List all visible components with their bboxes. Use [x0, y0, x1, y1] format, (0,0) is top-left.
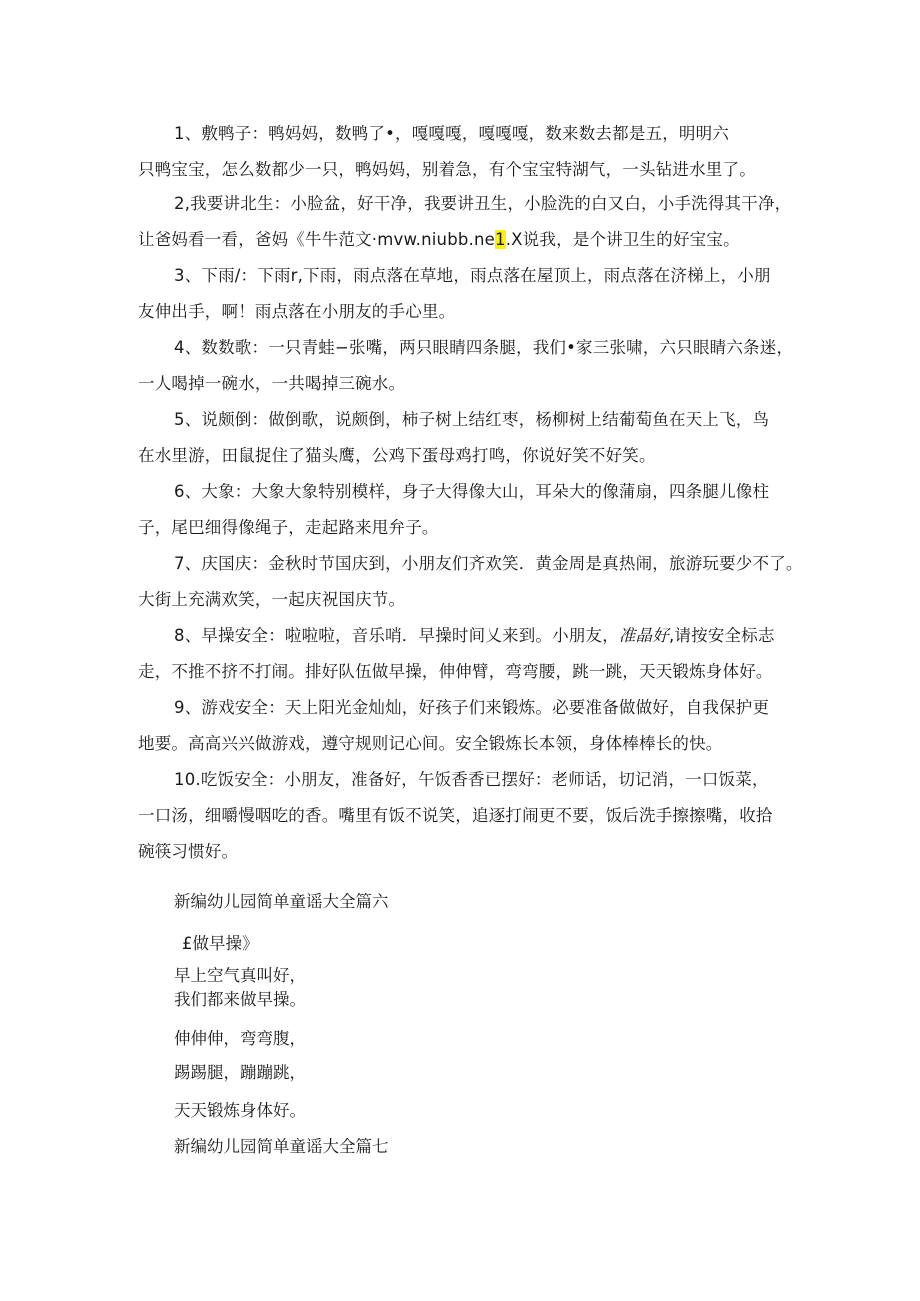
- paragraph-line: 子，尾巴细得像绳子，走起路来甩弁子。: [138, 518, 439, 537]
- paragraph-8: [138, 618, 788, 690]
- text-run: ,请按安全标志: [669, 626, 775, 645]
- poem-title: £做早操》: [182, 934, 259, 953]
- poem-line: 天天锻炼身体好。: [174, 1101, 306, 1120]
- paragraph-line: 一人喝掉一碗水，一共喝掉三碗水。: [138, 374, 406, 393]
- text-run: 8、早操安全：啦啦啦，音乐哨．早操时间乂来到。小朋友，: [174, 626, 619, 645]
- text-run: .X说我，是个讲卫生的好宝宝。: [505, 230, 740, 249]
- paragraph-line: 7、庆国庆：金秋时节国庆到，小朋友们齐欢笑．黄金周是真热闹，旅游玩要少不了。: [174, 554, 803, 573]
- paragraph-line: 一口汤，细嚼慢咽吃的香。嘴里有饭不说笑，追逐打闹更不要，饭后洗手擦擦嘴，收拾: [138, 806, 773, 825]
- section-7-title: 新编幼儿园简单童谣大全篇七: [174, 1137, 389, 1156]
- paragraph-line: 在水里游，田鼠捉住了猫头鹰，公鸡下蛋母鸡打鸣，你说好笑不好笑。: [138, 446, 656, 465]
- paragraph-line: 4、数数歌：一只青蛙−张嘴，两只眼睛四条腿，我们•家三张啸，六只眼睛六条迷，: [174, 338, 794, 357]
- paragraph-line: 1、敷鸭子：鸭妈妈，数鸭了•，嘎嘎嘎，嘎嘎嘎，数来数去都是五，明明六: [174, 124, 730, 143]
- paragraph-line: 地要。高高兴兴做游戏，遵守规则记心间。安全锻炼长本领，身体棒棒长的快。: [138, 734, 723, 753]
- paragraph-line: 5、说颇倒：做倒歌，说颇倒，柿子树上结红枣，杨柳树上结葡萄鱼在天上飞，鸟: [174, 410, 770, 429]
- paragraph-2: [138, 186, 792, 258]
- paragraph-6: [138, 474, 788, 546]
- italic-text: 准晶好: [618, 626, 670, 645]
- paragraph-line: 大街上充满欢笑，一起庆祝国庆节。: [138, 590, 406, 609]
- paragraph-5: [138, 402, 788, 474]
- poem-line: 我们都来做早操。: [174, 990, 306, 1009]
- paragraph-line: [138, 222, 788, 258]
- paragraph-line: 友伸出手，啊！雨点落在小朋友的手心里。: [138, 302, 456, 321]
- paragraph-line: 碗筷习惯好。: [138, 842, 239, 861]
- paragraph-3: [138, 258, 788, 330]
- poem-stanza-1: [174, 964, 306, 1012]
- section-6-title: 新编幼儿园简单童谣大全篇六: [174, 892, 389, 911]
- paragraph-line: [138, 618, 788, 654]
- poem-line: 踢踢腿，蹦蹦跳，: [174, 1063, 306, 1082]
- poem-line: 伸伸伸，弯弯腹，: [174, 1029, 306, 1048]
- paragraph-7: [138, 546, 803, 618]
- paragraph-line: 3、下雨/：下雨r,下雨，雨点落在草地，雨点落在屋顶上，雨点落在济梯上，小朋: [174, 266, 771, 285]
- highlighted-text: 1: [495, 230, 506, 249]
- paragraph-9: [138, 690, 788, 762]
- paragraph-4: [138, 330, 794, 402]
- paragraph-line: 只鸭宝宝，怎么数都少一只，鸭妈妈，别着急，有个宝宝特湖气，一头钻进水里了。: [138, 160, 756, 179]
- text-run: 让爸妈看一看，爸妈《牛牛范文·mvw.niubb.ne: [138, 230, 496, 249]
- paragraph-line: 9、游戏安全：天上阳光金灿灿，好孩子们来锻炼。必要准备做做好，自我保护更: [174, 698, 770, 717]
- paragraph-10: [138, 762, 788, 870]
- paragraph-line: 2,我要讲北生：小脸盆，好干净，我要讲丑生，小脸洗的白又白，小手洗得其干净，: [174, 194, 792, 213]
- poem-line: 早上空气真叫好，: [174, 966, 306, 985]
- paragraph-line: 走，不推不挤不打闹。排好队伍做早操，伸伸臂，弯弯腰，跳一跳，天天锻炼身体好。: [138, 662, 773, 681]
- paragraph-line: 10.吃饭安全：小朋友，准备好，午饭香香已摆好：老师话，切记消，一口饭菜，: [174, 770, 769, 789]
- paragraph-line: 6、大象：大象大象特别模样，身子大得像大山，耳朵大的像蒲扇，四条腿儿像柱: [174, 482, 770, 501]
- paragraph-1: [138, 116, 788, 188]
